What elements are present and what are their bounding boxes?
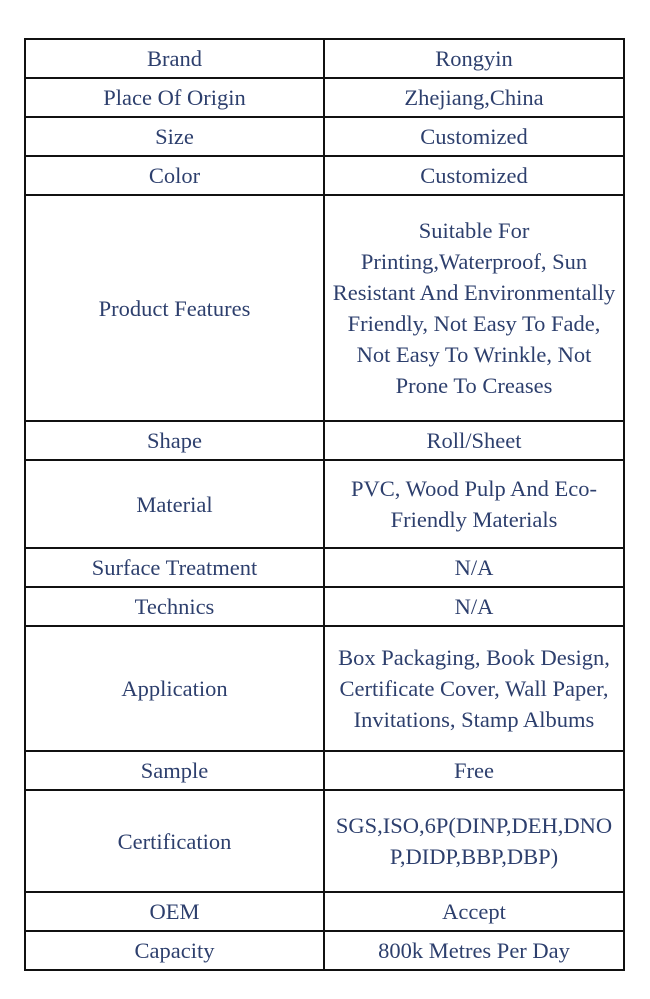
spec-value-color: Customized [324, 156, 624, 195]
spec-value-surface-treatment: N/A [324, 548, 624, 587]
spec-value-oem: Accept [324, 892, 624, 931]
spec-value-capacity: 800k Metres Per Day [324, 931, 624, 970]
table-row [25, 548, 624, 587]
spec-label-color: Color [25, 156, 324, 195]
spec-label-technics: Technics [25, 587, 324, 626]
spec-value-place-of-origin: Zhejiang,China [324, 78, 624, 117]
spec-value-material: PVC, Wood Pulp And Eco-Friendly Materials [324, 460, 624, 548]
spec-label-material: Material [25, 460, 324, 548]
spec-label-application: Application [25, 626, 324, 751]
spec-value-shape: Roll/Sheet [324, 421, 624, 460]
spec-value-certification: SGS,ISO,6P(DINP,DEH,DNOP,DIDP,BBP,DBP) [324, 790, 624, 892]
spec-label-size: Size [25, 117, 324, 156]
spec-label-capacity: Capacity [25, 931, 324, 970]
spec-label-shape: Shape [25, 421, 324, 460]
spec-value-product-features: Suitable For Printing,Waterproof, Sun Resistant And Environmentally Friendly, Not Easy To Fade, Not Easy To Wrinkle, Not Prone To Creases [324, 195, 624, 421]
spec-value-application: Box Packaging, Book Design, Certificate Cover, Wall Paper, Invitations, Stamp Albums [324, 626, 624, 751]
spec-label-surface-treatment: Surface Treatment [25, 548, 324, 587]
spec-value-size: Customized [324, 117, 624, 156]
table-row [25, 421, 624, 460]
spec-label-oem: OEM [25, 892, 324, 931]
table-row [25, 931, 624, 970]
spec-label-sample: Sample [25, 751, 324, 790]
spec-label-product-features: Product Features [25, 195, 324, 421]
spec-value-brand: Rongyin [324, 39, 624, 78]
spec-value-technics: N/A [324, 587, 624, 626]
table-row [25, 587, 624, 626]
table-row [25, 39, 624, 78]
table-row [25, 78, 624, 117]
table-row [25, 195, 624, 421]
table-row [25, 626, 624, 751]
spec-label-certification: Certification [25, 790, 324, 892]
table-row [25, 751, 624, 790]
spec-label-place-of-origin: Place Of Origin [25, 78, 324, 117]
table-row [25, 892, 624, 931]
table-row [25, 460, 624, 548]
table-row [25, 117, 624, 156]
spec-label-brand: Brand [25, 39, 324, 78]
product-spec-table [24, 38, 625, 971]
spec-table-body [25, 39, 624, 970]
table-row [25, 790, 624, 892]
table-row [25, 156, 624, 195]
spec-value-sample: Free [324, 751, 624, 790]
